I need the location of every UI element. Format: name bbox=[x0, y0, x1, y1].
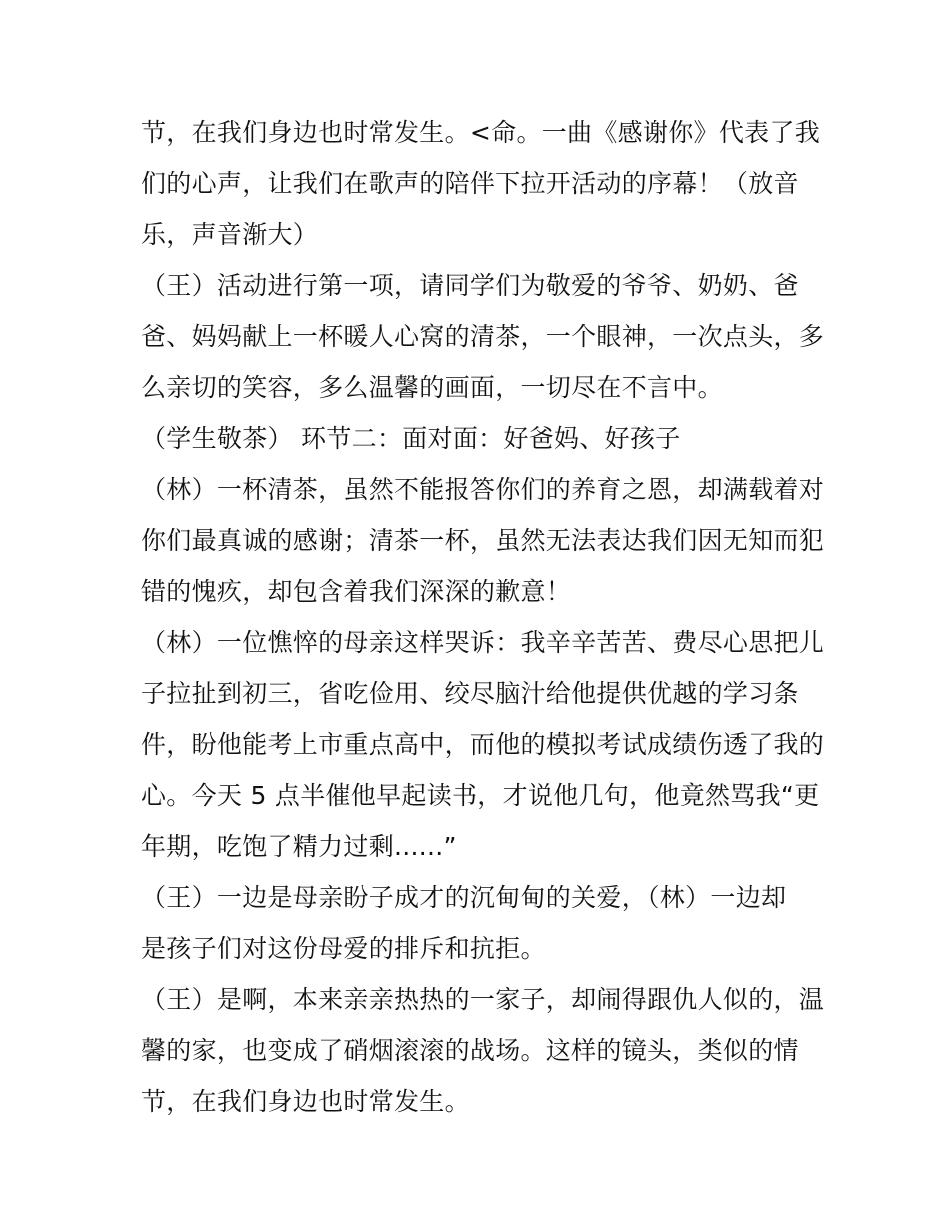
text-line: 么亲切的笑容，多么温馨的画面，一切尽在不言中。 bbox=[141, 373, 723, 402]
text-line: （学生敬茶） 环节二：面对面：好爸妈、好孩子 bbox=[141, 424, 681, 453]
text-line: 你们最真诚的感谢；清茶一杯，虽然无法表达我们因无知而犯 bbox=[141, 526, 825, 555]
text-line: 节，在我们身边也时常发生。 bbox=[141, 1087, 470, 1116]
text-line: 子拉扯到初三，省吃俭用、绞尽脑汁给他提供优越的学习条 bbox=[141, 679, 799, 708]
text-line: 乐，声音渐大） bbox=[141, 220, 319, 249]
document-body bbox=[141, 107, 825, 1127]
text-line: （林）一杯清茶，虽然不能报答你们的养育之恩，却满载着对 bbox=[141, 475, 825, 504]
text-line: 爸、妈妈献上一杯暖人心窝的清茶，一个眼神，一次点头，多 bbox=[141, 322, 825, 351]
text-line: 年期，吃饱了精力过剩......” bbox=[141, 832, 457, 861]
text-line: 错的愧疚，却包含着我们深深的歉意！ bbox=[141, 577, 572, 606]
text-line: 馨的家，也变成了硝烟滚滚的战场。这样的镜头，类似的情 bbox=[141, 1036, 799, 1065]
text-line: 件，盼他能考上市重点高中，而他的模拟考试成绩伤透了我的 bbox=[141, 730, 825, 759]
text-line: 节，在我们身边也时常发生。<命。一曲《感谢你》代表了我 bbox=[141, 118, 821, 147]
text-line: 心。今天 5 点半催他早起读书，才说他几句，他竟然骂我“更 bbox=[141, 781, 820, 810]
text-line: 是孩子们对这份母爱的排斥和抗拒。 bbox=[141, 934, 546, 963]
text-line: （王）一边是母亲盼子成才的沉甸甸的关爱，（林）一边却 bbox=[141, 883, 787, 912]
text-line: （王）活动进行第一项，请同学们为敬爱的爷爷、奶奶、爸 bbox=[141, 271, 799, 300]
text-line: （王）是啊，本来亲亲热热的一家子，却闹得跟仇人似的，温 bbox=[141, 985, 825, 1014]
text-line: 们的心声，让我们在歌声的陪伴下拉开活动的序幕！（放音 bbox=[141, 169, 799, 198]
text-line: （林）一位憔悴的母亲这样哭诉：我辛辛苦苦、费尽心思把儿 bbox=[141, 628, 825, 657]
